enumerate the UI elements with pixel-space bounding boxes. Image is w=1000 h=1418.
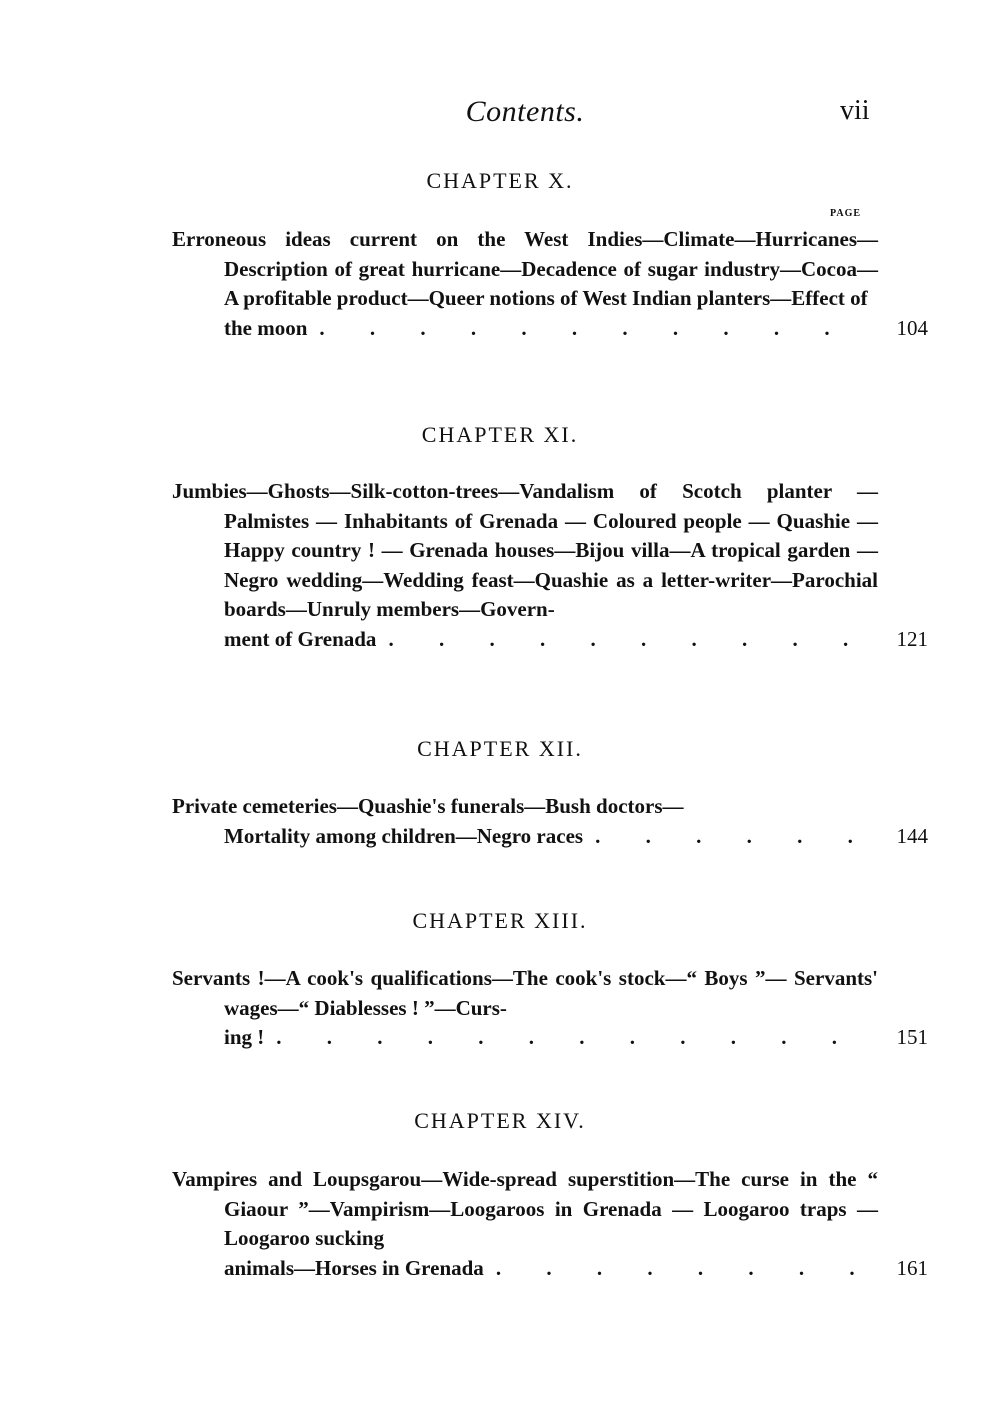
dot-leaders bbox=[595, 822, 872, 852]
page-number: vii bbox=[840, 95, 870, 126]
summary-last-text: animals—Horses in Grenada bbox=[224, 1255, 484, 1280]
running-title: Contents. bbox=[465, 95, 585, 128]
dot-leaders bbox=[388, 625, 872, 655]
chapter-heading: CHAPTER XII. bbox=[417, 736, 583, 761]
dot-leaders bbox=[319, 314, 872, 344]
chapter-summary bbox=[172, 225, 928, 343]
page-reference: 161 bbox=[896, 1255, 928, 1280]
chapter-heading: CHAPTER XI. bbox=[421, 422, 579, 447]
running-head bbox=[0, 95, 1000, 139]
page-reference: 121 bbox=[896, 626, 928, 651]
summary-last-text: ing ! bbox=[224, 1025, 265, 1049]
summary-text: Vampires and Loupsgarou—Wide-spread superstition—The curse in the “ Giaour ”—Vampirism—Loogaroos in Grenada — Loogaroo traps — Loogaroo sucking bbox=[172, 1167, 878, 1250]
page-reference: 151 bbox=[896, 1025, 928, 1049]
summary-last-line bbox=[224, 822, 928, 852]
summary-last-line bbox=[224, 314, 928, 344]
summary-last-line bbox=[224, 1254, 928, 1284]
summary-last-line bbox=[224, 1023, 928, 1053]
chapter-heading: CHAPTER XIV. bbox=[414, 1108, 586, 1133]
summary-last-line bbox=[224, 625, 928, 655]
chapter-summary bbox=[172, 477, 928, 654]
chapter-summary bbox=[172, 792, 928, 851]
chapter-summary bbox=[172, 1165, 928, 1283]
summary-text: Private cemeteries—Quashie's funerals—Bush doctors— bbox=[172, 794, 684, 818]
summary-text: Servants !—A cook's qualifications—The cook's stock—“ Boys ”— Servants' wages—“ Diablesses ! ”—Curs- bbox=[172, 966, 878, 1020]
summary-text: Jumbies—Ghosts—Silk-cotton-trees—Vandalism of Scotch planter — Palmistes — Inhabitants of Grenada — Coloured people — Quashie — Happy country ! — Grenada houses—Bijou villa—A tropical garden — Negro wedding—Wedding feast—Quashie as a letter-writer—Parochial boards—Unruly members—Govern- bbox=[172, 479, 878, 621]
chapter-summary bbox=[172, 964, 928, 1053]
chapter-heading: CHAPTER XIII. bbox=[412, 908, 588, 933]
page-reference: 144 bbox=[896, 823, 928, 848]
dot-leaders bbox=[496, 1254, 872, 1284]
summary-last-text: ment of Grenada bbox=[224, 626, 377, 651]
page-reference: 104 bbox=[896, 315, 928, 340]
summary-last-text: the moon bbox=[224, 315, 308, 340]
chapter-heading: CHAPTER X. bbox=[426, 168, 574, 193]
page-column-label: PAGE bbox=[830, 208, 862, 219]
summary-last-text: Mortality among children—Negro races bbox=[224, 823, 584, 848]
summary-text: Erroneous ideas current on the West Indies—Climate—Hurricanes—Description of great hurricane—Decadence of sugar industry—Cocoa—A profitable product—Queer notions of West Indian planters—Effect of bbox=[172, 227, 878, 310]
dot-leaders bbox=[276, 1023, 872, 1053]
